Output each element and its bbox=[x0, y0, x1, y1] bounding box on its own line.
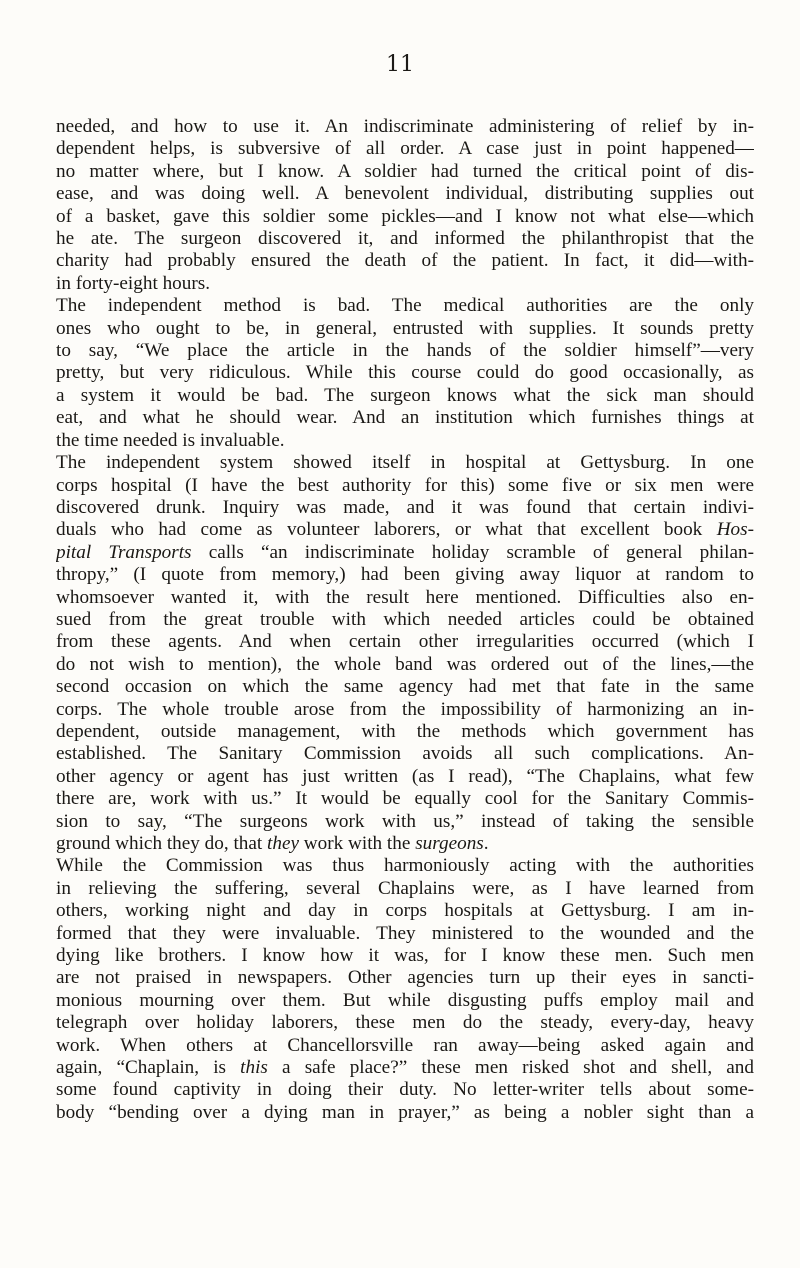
body-text bbox=[56, 116, 754, 1124]
text-line: dying like brothers. I know how it was, for I know these men. Such men bbox=[56, 945, 754, 967]
text-line: sued from the great trouble with which needed articles could be obtained bbox=[56, 608, 754, 630]
text-line: of a basket, gave this soldier some pickles—and I know not what else—which bbox=[56, 205, 754, 227]
text-line: sion to say, “The surgeons work with us,” instead of taking the sensible bbox=[56, 810, 754, 832]
text-line: are not praised in newspapers. Other agencies turn up their eyes in sancti- bbox=[56, 967, 754, 989]
paragraph bbox=[56, 855, 754, 1124]
text-line: telegraph over holiday laborers, these men do the steady, every-day, heavy bbox=[56, 1012, 754, 1034]
text-line: he ate. The surgeon discovered it, and informed the philanthropist that the bbox=[56, 228, 754, 250]
text-line: in forty-eight hours. bbox=[56, 272, 211, 294]
text-line: ones who ought to be, in general, entrusted with supplies. It sounds pretty bbox=[56, 317, 754, 339]
text-line: The independent system showed itself in hospital at Gettysburg. In one bbox=[56, 452, 754, 474]
text-line: charity had probably ensured the death of the patient. In fact, it did—with- bbox=[56, 250, 754, 272]
page-number: 11 bbox=[386, 52, 414, 77]
text-line: corps hospital (I have the best authority for this) some five or six men were bbox=[56, 474, 754, 496]
text-line: thropy,” (I quote from memory,) had been giving away liquor at random to bbox=[56, 564, 754, 586]
text-line: dependent helps, is subversive of all order. A case just in point happened— bbox=[56, 138, 754, 160]
text-line: The independent method is bad. The medical authorities are the only bbox=[56, 295, 754, 317]
text-line: there are, work with us.” It would be equally cool for the Sanitary Commis- bbox=[56, 788, 754, 810]
text-line: whomsoever wanted it, with the result here mentioned. Difficulties also en- bbox=[56, 586, 754, 608]
text-line: While the Commission was thus harmoniously acting with the authorities bbox=[56, 855, 754, 877]
text-line: again, “Chaplain, is this a safe place?” these men risked shot and shell, and bbox=[56, 1057, 754, 1079]
text-line: ease, and was doing well. A benevolent individual, distributing supplies out bbox=[56, 183, 754, 205]
text-line: work. When others at Chancellorsville ran away—being asked again and bbox=[56, 1034, 754, 1056]
text-line: dependent, outside management, with the methods which government has bbox=[56, 720, 754, 742]
text-line: pretty, but very ridiculous. While this course could do good occasionally, as bbox=[56, 362, 754, 384]
text-line: eat, and what he should wear. And an institution which furnishes things at bbox=[56, 407, 754, 429]
text-line: duals who had come as volunteer laborers, or what that excellent book Hos- bbox=[56, 519, 754, 541]
text-line: no matter where, but I know. A soldier had turned the critical point of dis- bbox=[56, 160, 754, 182]
text-line: others, working night and day in corps hospitals at Gettysburg. I am in- bbox=[56, 900, 754, 922]
text-line: needed, and how to use it. An indiscriminate administering of relief by in- bbox=[56, 116, 754, 137]
paragraph bbox=[56, 452, 754, 855]
text-line: body “bending over a dying man in prayer,” as being a nobler sight than a bbox=[56, 1101, 754, 1123]
text-line: corps. The whole trouble arose from the impossibility of harmonizing an in- bbox=[56, 698, 754, 720]
text-line: do not wish to mention), the whole band was ordered out of the lines,—the bbox=[56, 653, 754, 675]
paragraph bbox=[56, 116, 754, 295]
text-line: pital Transports calls “an indiscriminate holiday scramble of general philan- bbox=[56, 541, 754, 563]
text-line: established. The Sanitary Commission avoids all such complications. An- bbox=[56, 743, 754, 765]
text-line: in relieving the suffering, several Chaplains were, as I have learned from bbox=[56, 877, 754, 899]
text-line: ground which they do, that they work with the surgeons. bbox=[56, 833, 489, 854]
text-line: discovered drunk. Inquiry was made, and it was found that certain indivi- bbox=[56, 496, 754, 518]
text-line: formed that they were invaluable. They ministered to the wounded and the bbox=[56, 922, 754, 944]
paragraph bbox=[56, 295, 754, 452]
text-line: second occasion on which the same agency had met that fate in the same bbox=[56, 676, 754, 698]
text-line: to say, “We place the article in the hands of the soldier himself”—very bbox=[56, 340, 754, 362]
text-line: a system it would be bad. The surgeon knows what the sick man should bbox=[56, 384, 754, 406]
text-line: from these agents. And when certain other irregularities occurred (which I bbox=[56, 631, 754, 653]
text-line: monious mourning over them. But while disgusting puffs employ mail and bbox=[56, 989, 754, 1011]
text-line: the time needed is invaluable. bbox=[56, 429, 285, 451]
text-line: some found captivity in doing their duty. No letter-writer tells about some- bbox=[56, 1079, 754, 1101]
text-line: other agency or agent has just written (as I read), “The Chaplains, what few bbox=[56, 765, 754, 787]
